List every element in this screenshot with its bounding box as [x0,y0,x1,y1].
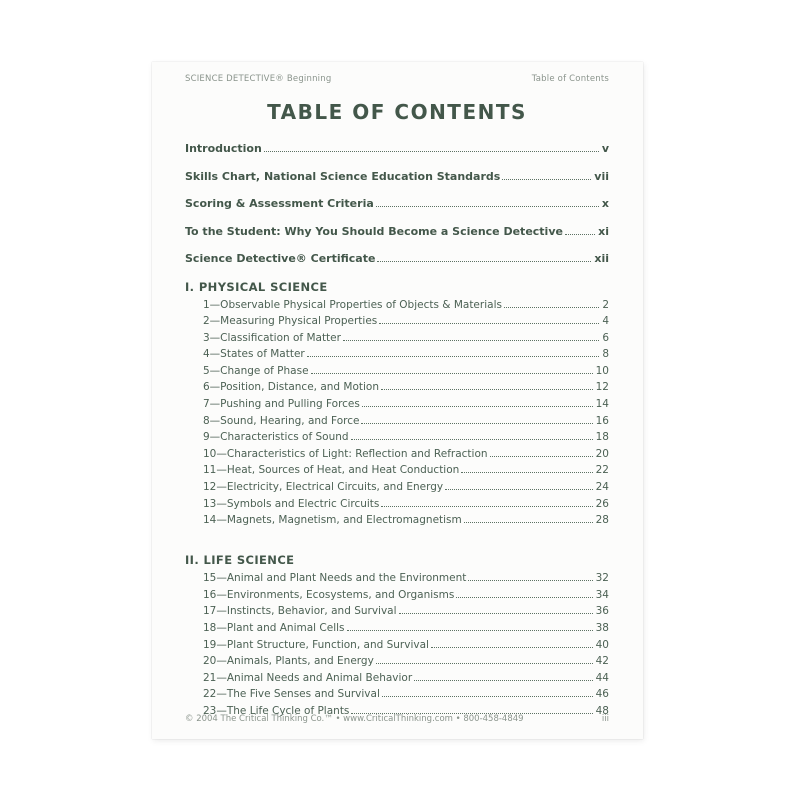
toc-section [185,553,609,717]
toc-page [152,62,643,739]
dot-leader [381,389,593,390]
front-matter-entry-page-number: v [601,142,609,155]
front-matter-entry-label: Skills Chart, National Science Education Standards [185,169,501,183]
dot-leader [502,179,591,180]
chapter-entry-label: 2—Measuring Physical Properties [203,315,378,328]
chapter-entry-row [203,688,609,700]
dot-leader [347,630,593,631]
chapter-entry-label: 6—Position, Distance, and Motion [203,381,380,394]
chapter-entry-page-number: 18 [595,431,609,444]
chapter-entry-row [203,315,609,327]
dot-leader [490,456,593,457]
chapter-entry-label: 15—Animal and Plant Needs and the Environment [203,572,467,585]
chapter-entry-row [203,365,609,377]
dot-leader [264,151,599,152]
chapter-entry-page-number: 22 [595,464,609,477]
chapter-entry-page-number: 14 [595,398,609,411]
footer-copyright: © 2004 The Critical Thinking Co.™ • www.CriticalThinking.com • 800-458-4849 [185,714,524,724]
dot-leader [464,522,593,523]
chapter-entry-page-number: 28 [595,514,609,527]
chapter-entry-row [203,605,609,617]
chapter-entry-row [203,639,609,651]
front-matter-entry-row [185,225,609,238]
chapter-entry-page-number: 8 [602,348,609,361]
toc-section [185,280,609,527]
sections-list [185,280,609,717]
chapter-entry-page-number: 16 [595,414,609,427]
dot-leader [376,663,593,664]
chapter-entry-row [203,431,609,443]
dot-leader [311,373,593,374]
chapter-entry-page-number: 26 [595,497,609,510]
chapter-entry-page-number: 38 [595,622,609,634]
running-header [185,74,609,84]
chapter-entry-page-number: 48 [595,704,609,717]
chapter-entry-label: 12—Electricity, Electrical Circuits, and Energy [203,481,444,494]
chapter-entry-row [203,299,609,311]
chapter-entry-label: 22—The Five Senses and Survival [203,688,380,701]
chapter-entry-row [203,572,609,584]
front-matter-list [185,142,609,265]
front-matter-entry-page-number: xi [598,224,609,238]
chapter-entry-row [203,672,609,684]
section-heading: II. LIFE SCIENCE [185,553,295,568]
chapter-entry-row [203,398,609,410]
chapter-entry-page-number: 46 [595,688,609,701]
chapter-entry-label: 14—Magnets, Magnetism, and Electromagnetism [203,514,462,527]
footer-page-number: iii [601,714,609,724]
chapter-entry-label: 20—Animals, Plants, and Energy [203,655,374,668]
dot-leader [431,647,593,648]
page-footer [185,714,609,724]
chapter-entry-page-number: 12 [595,381,609,394]
front-matter-entry-page-number: x [601,197,609,210]
chapter-entry-label: 3—Classification of Matter [203,331,341,344]
chapter-entry-page-number: 42 [595,655,609,668]
chapter-entry-label: 23—The Life Cycle of Plants [203,704,350,717]
dot-leader [307,356,600,357]
chapter-entry-page-number: 4 [602,315,609,328]
dot-leader [362,406,593,407]
chapter-entry-page-number: 34 [595,588,609,601]
dot-leader [414,680,592,681]
chapter-entry-label: 9—Characteristics of Sound [203,431,349,444]
chapter-entry-row [203,348,609,360]
chapter-entry-row [203,464,609,476]
page-title: TABLE OF CONTENTS [267,100,527,124]
chapter-entry-row [203,381,609,393]
chapter-entry-row [203,481,609,493]
front-matter-entry-page-number: vii [594,169,609,183]
chapter-entry-row [203,589,609,601]
chapter-entry-row [203,448,609,460]
dot-leader [504,307,599,308]
dot-leader [468,580,592,581]
front-matter-entry-label: Science Detective® Certificate [185,252,376,265]
chapter-entry-label: 16—Environments, Ecosystems, and Organisms [203,588,455,601]
front-matter-entry-row [185,142,609,155]
dot-leader [399,613,593,614]
chapter-entry-label: 17—Instincts, Behavior, and Survival [203,605,397,618]
running-header-section: Table of Contents [531,74,609,84]
chapter-entry-label: 18—Plant and Animal Cells [203,622,345,634]
chapter-entry-page-number: 32 [595,572,609,585]
chapter-entry-page-number: 10 [595,364,609,377]
dot-leader [461,472,592,473]
chapter-entry-label: 13—Symbols and Electric Circuits [203,497,380,510]
front-matter-entry-row [185,170,609,183]
chapter-entry-page-number: 36 [595,605,609,618]
chapter-entry-label: 11—Heat, Sources of Heat, and Heat Conduction [203,464,460,477]
dot-leader [382,696,593,697]
front-matter-entry-label: Scoring & Assessment Criteria [185,197,374,210]
dot-leader [379,323,599,324]
section-heading: I. PHYSICAL SCIENCE [185,279,328,294]
dot-leader [343,340,599,341]
chapter-entry-row [203,498,609,510]
chapter-entry-page-number: 44 [595,671,609,684]
dot-leader [381,506,592,507]
dot-leader [351,439,593,440]
chapter-entry-label: 5—Change of Phase [203,364,309,377]
chapter-entry-label: 7—Pushing and Pulling Forces [203,398,360,411]
front-matter-entry-page-number: xii [594,252,609,265]
front-matter-entry-row [185,252,609,265]
dot-leader [445,489,593,490]
running-header-book-title: SCIENCE DETECTIVE® Beginning [185,74,332,84]
chapter-entry-row [203,622,609,634]
front-matter-entry-label: Introduction [185,142,262,155]
chapter-entry-page-number: 40 [595,638,609,651]
dot-leader [377,261,591,262]
chapter-entry-label: 4—States of Matter [203,348,305,361]
chapter-entry-label: 10—Characteristics of Light: Reflection and Refraction [203,447,488,460]
chapter-entry-page-number: 2 [602,298,609,311]
chapter-entry-page-number: 24 [595,481,609,494]
dot-leader [565,234,595,235]
chapter-entry-row [203,415,609,427]
dot-leader [376,206,599,207]
chapter-entry-label: 21—Animal Needs and Animal Behavior [203,671,413,684]
chapter-entry-page-number: 6 [602,331,609,344]
chapter-entry-label: 1—Observable Physical Properties of Objects & Materials [203,298,502,311]
front-matter-entry-label: To the Student: Why You Should Become a Science Detective [185,224,563,238]
dot-leader [361,423,592,424]
front-matter-entry-row [185,197,609,210]
chapter-entry-label: 8—Sound, Hearing, and Force [203,414,360,427]
dot-leader [456,597,592,598]
chapter-entry-row [203,332,609,344]
chapter-entry-row [203,655,609,667]
chapter-entry-row [203,514,609,526]
chapter-entry-page-number: 20 [595,447,609,460]
chapter-entry-label: 19—Plant Structure, Function, and Survival [203,638,429,651]
